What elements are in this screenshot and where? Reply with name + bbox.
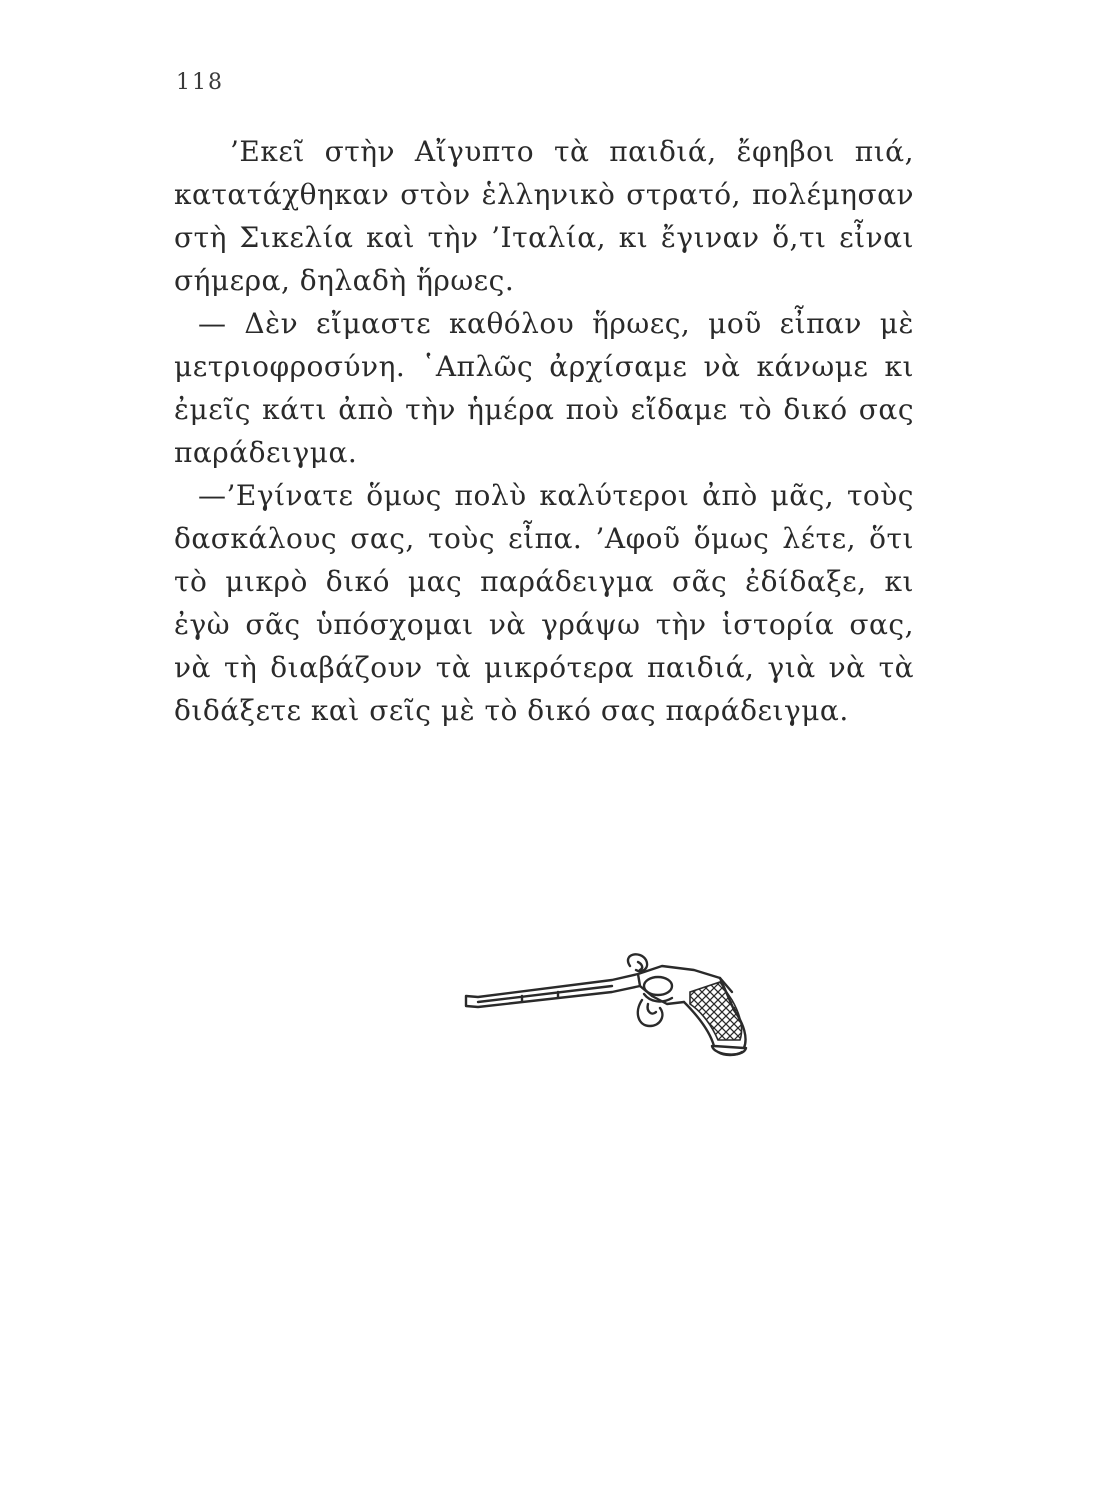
paragraph-3: —’Εγίνατε ὅμως πολὺ καλύτεροι ἀπὸ μᾶς, τοὺς δασκάλους σας, τοὺς εἶπα. ’Αφοῦ ὅμως λέτε, ὅτι τὸ μικρὸ δικό μας παράδειγμα σᾶς ἐδίδαξε, κι ἐγὼ σᾶς ὑπόσχομαι νὰ γράψω τὴν ἱστορία σας, νὰ τὴ διαβάζουν τὰ μικρότερα παιδιά, γιὰ νὰ τὰ διδάξετε καὶ σεῖς μὲ τὸ δικό σας παράδειγμα. <box>174 479 914 727</box>
page-number: 118 <box>176 70 224 95</box>
paragraph-1: ’Εκεῖ στὴν Αἴγυπτο τὰ παιδιά, ἔφηβοι πιά, κατατάχθηκαν στὸν ἑλληνικὸ στρατό, πολέμησαν στὴ Σικελία καὶ τὴν ’Ιταλία, κι ἔγιναν ὅ,τι εἶναι σήμερα, δηλαδὴ ἥρωες. <box>174 135 914 297</box>
flintlock-pistol-icon <box>462 952 758 1062</box>
paragraph-2: — Δὲν εἴμαστε καθόλου ἥρωες, μοῦ εἶπαν μὲ μετριοφροσύνη. ῾Απλῶς ἀρχίσαμε νὰ κάνωμε κι ἐμεῖς κάτι ἀπὸ τὴν ἡμέρα ποὺ εἴδαμε τὸ δικό σας παράδειγμα. <box>174 307 914 469</box>
body-text <box>174 130 914 732</box>
